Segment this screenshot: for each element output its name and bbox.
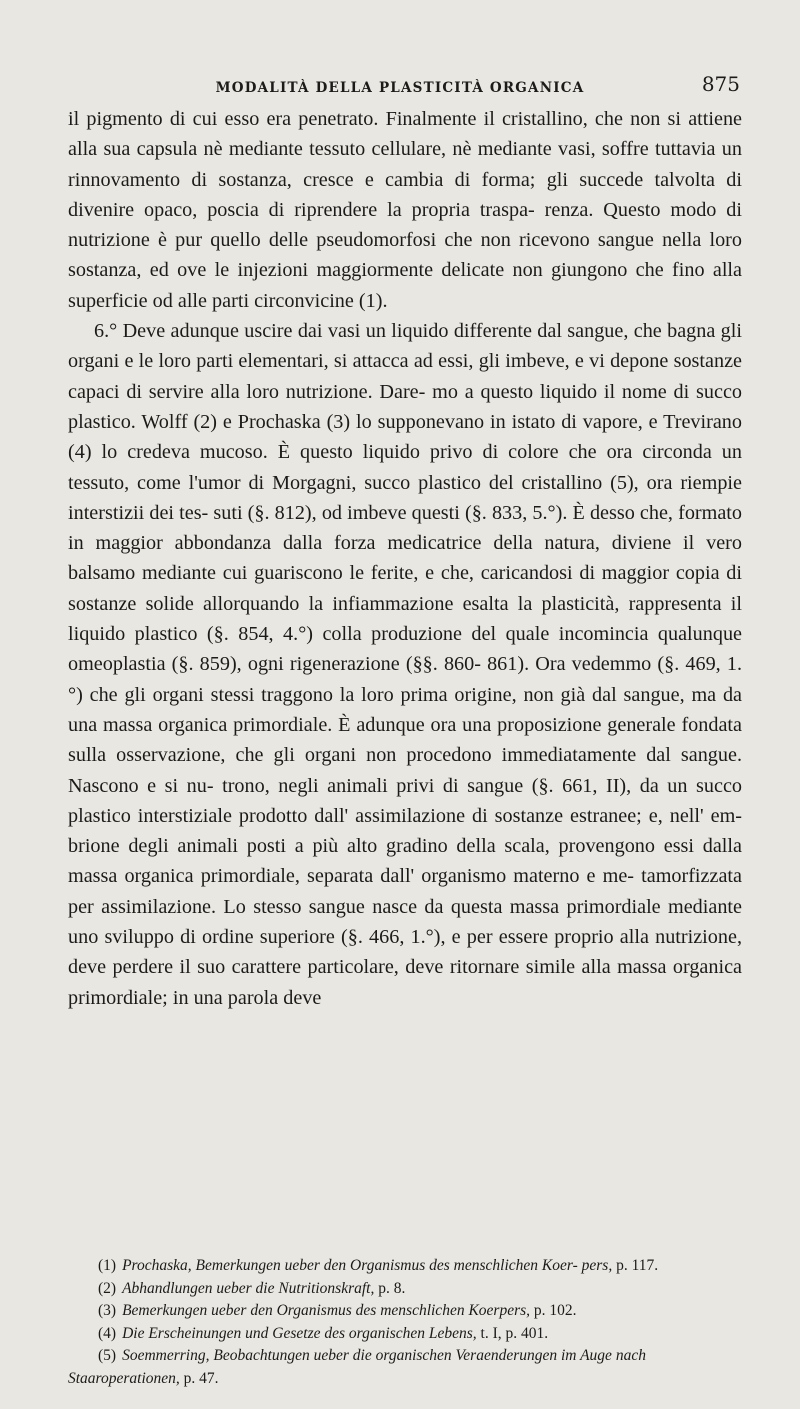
- running-header: [0, 72, 800, 100]
- footnote-page: p. 102.: [530, 1302, 577, 1319]
- footnote: [68, 1323, 742, 1346]
- footnote-page: p. 117.: [612, 1257, 659, 1274]
- footnote-number: (5): [98, 1347, 117, 1364]
- footnote: [68, 1300, 742, 1323]
- footnote-work: Soemmerring, Beobachtungen ueber die organischen Veraenderungen im Auge nach Staaroperationen,: [68, 1347, 646, 1387]
- footnote: [68, 1345, 742, 1390]
- footnote-work: Die Erscheinungen und Gesetze des organischen Lebens,: [122, 1324, 477, 1342]
- footnote-number: (1): [98, 1257, 117, 1274]
- footnote-number: (3): [98, 1302, 117, 1319]
- footnote-number: (2): [98, 1279, 117, 1297]
- page-number: 875: [701, 72, 740, 96]
- footnote-page: p. 47.: [179, 1369, 219, 1387]
- footnotes: [68, 1255, 742, 1390]
- main-text: [68, 104, 742, 1013]
- footnote-number: (4): [98, 1324, 117, 1342]
- footnote-work: Prochaska, Bemerkungen ueber den Organismus des menschlichen Koer- pers,: [122, 1257, 613, 1274]
- footnote-page: t. I, p. 401.: [476, 1324, 549, 1342]
- footnote-work: Bemerkungen ueber den Organismus des menschlichen Koerpers,: [122, 1302, 531, 1319]
- header-title: MODALITÀ DELLA PLASTICITÀ ORGANICA: [215, 80, 585, 96]
- paragraph: il pigmento di cui esso era penetrato. Finalmente il cristallino, che non si attiene alla sua capsula nè mediante tessuto cellulare, nè mediante vasi, soffre tuttavia un rinnovamento di sostanza, cresce e cambia di forma; gli succede talvolta di divenire opaco, poscia di riprendere la propria traspa- renza. Questo modo di nutrizione è pur quello delle pseudomorfosi che non ricevono sangue nella loro sostanza, ed ove le injezioni maggiormente delicate non giungono che fino alla superficie od alle parti circonvicine (1).: [68, 108, 742, 312]
- paragraph: 6.° Deve adunque uscire dai vasi un liquido differente dal sangue, che bagna gli organi e le loro parti elementari, si attacca ad essi, gli imbeve, e vi depone sostanze capaci di servire alla loro nutrizione. Dare- mo a questo liquido il nome di succo plastico. Wolff (2) e Prochaska (3) lo supponevano in istato di vapore, e Treviranо (4) lo credeva mucoso. È questo liquido privo di colore che ora circonda un tessuto, come l'umor di Morgagni, succo plastico del cristallino (5), ora riempie interstizii dei tes- suti (§. 812), od imbeve questi (§. 833, 5.°). È desso che, formato in maggior abbondanza dalla forza medicatrice della natura, diviene il vero balsamo mediante cui guariscono le ferite, e che, caricandosi di maggior copia di sostanze solide allorquando la infiammazione esalta la plasticità, rappresenta il liquido plastico (§. 854, 4.°) colla produzione del quale incomincia qualunque omeoplastia (§. 859), ogni rigenerazione (§§. 860- 861). Ora vedemmo (§. 469, 1.°) che gli organi stessi traggono la loro prima origine, non già dal sangue, ma da una massa organica primordiale. È adunque ora una proposizione generale fondata sulla osservazione, che gli organi non procedono immediatamente dal sangue. Nascono e si nu- trono, negli animali privi di sangue (§. 661, II), da un succo plastico interstiziale prodotto dall' assimilazione di sostanze estranee; e, nell' em- brione degli animali posti a più alto gradino della scala, provengono essi dalla massa organica primordiale, separata dall' organismo materno e me- tamorfizzata per assimilazione. Lo stesso sangue nasce da questa massa primordiale mediante uno sviluppo di ordine superiore (§. 466, 1.°), e per essere proprio alla nutrizione, deve perdere il suo carattere particolare, deve ritornare simile alla massa organica primordiale; in una parola deve: [68, 320, 742, 1009]
- footnote: [68, 1278, 742, 1301]
- footnote-page: p. 8.: [374, 1279, 406, 1297]
- footnote: [68, 1255, 742, 1278]
- footnote-work: Abhandlungen ueber die Nutritionskraft,: [122, 1279, 375, 1297]
